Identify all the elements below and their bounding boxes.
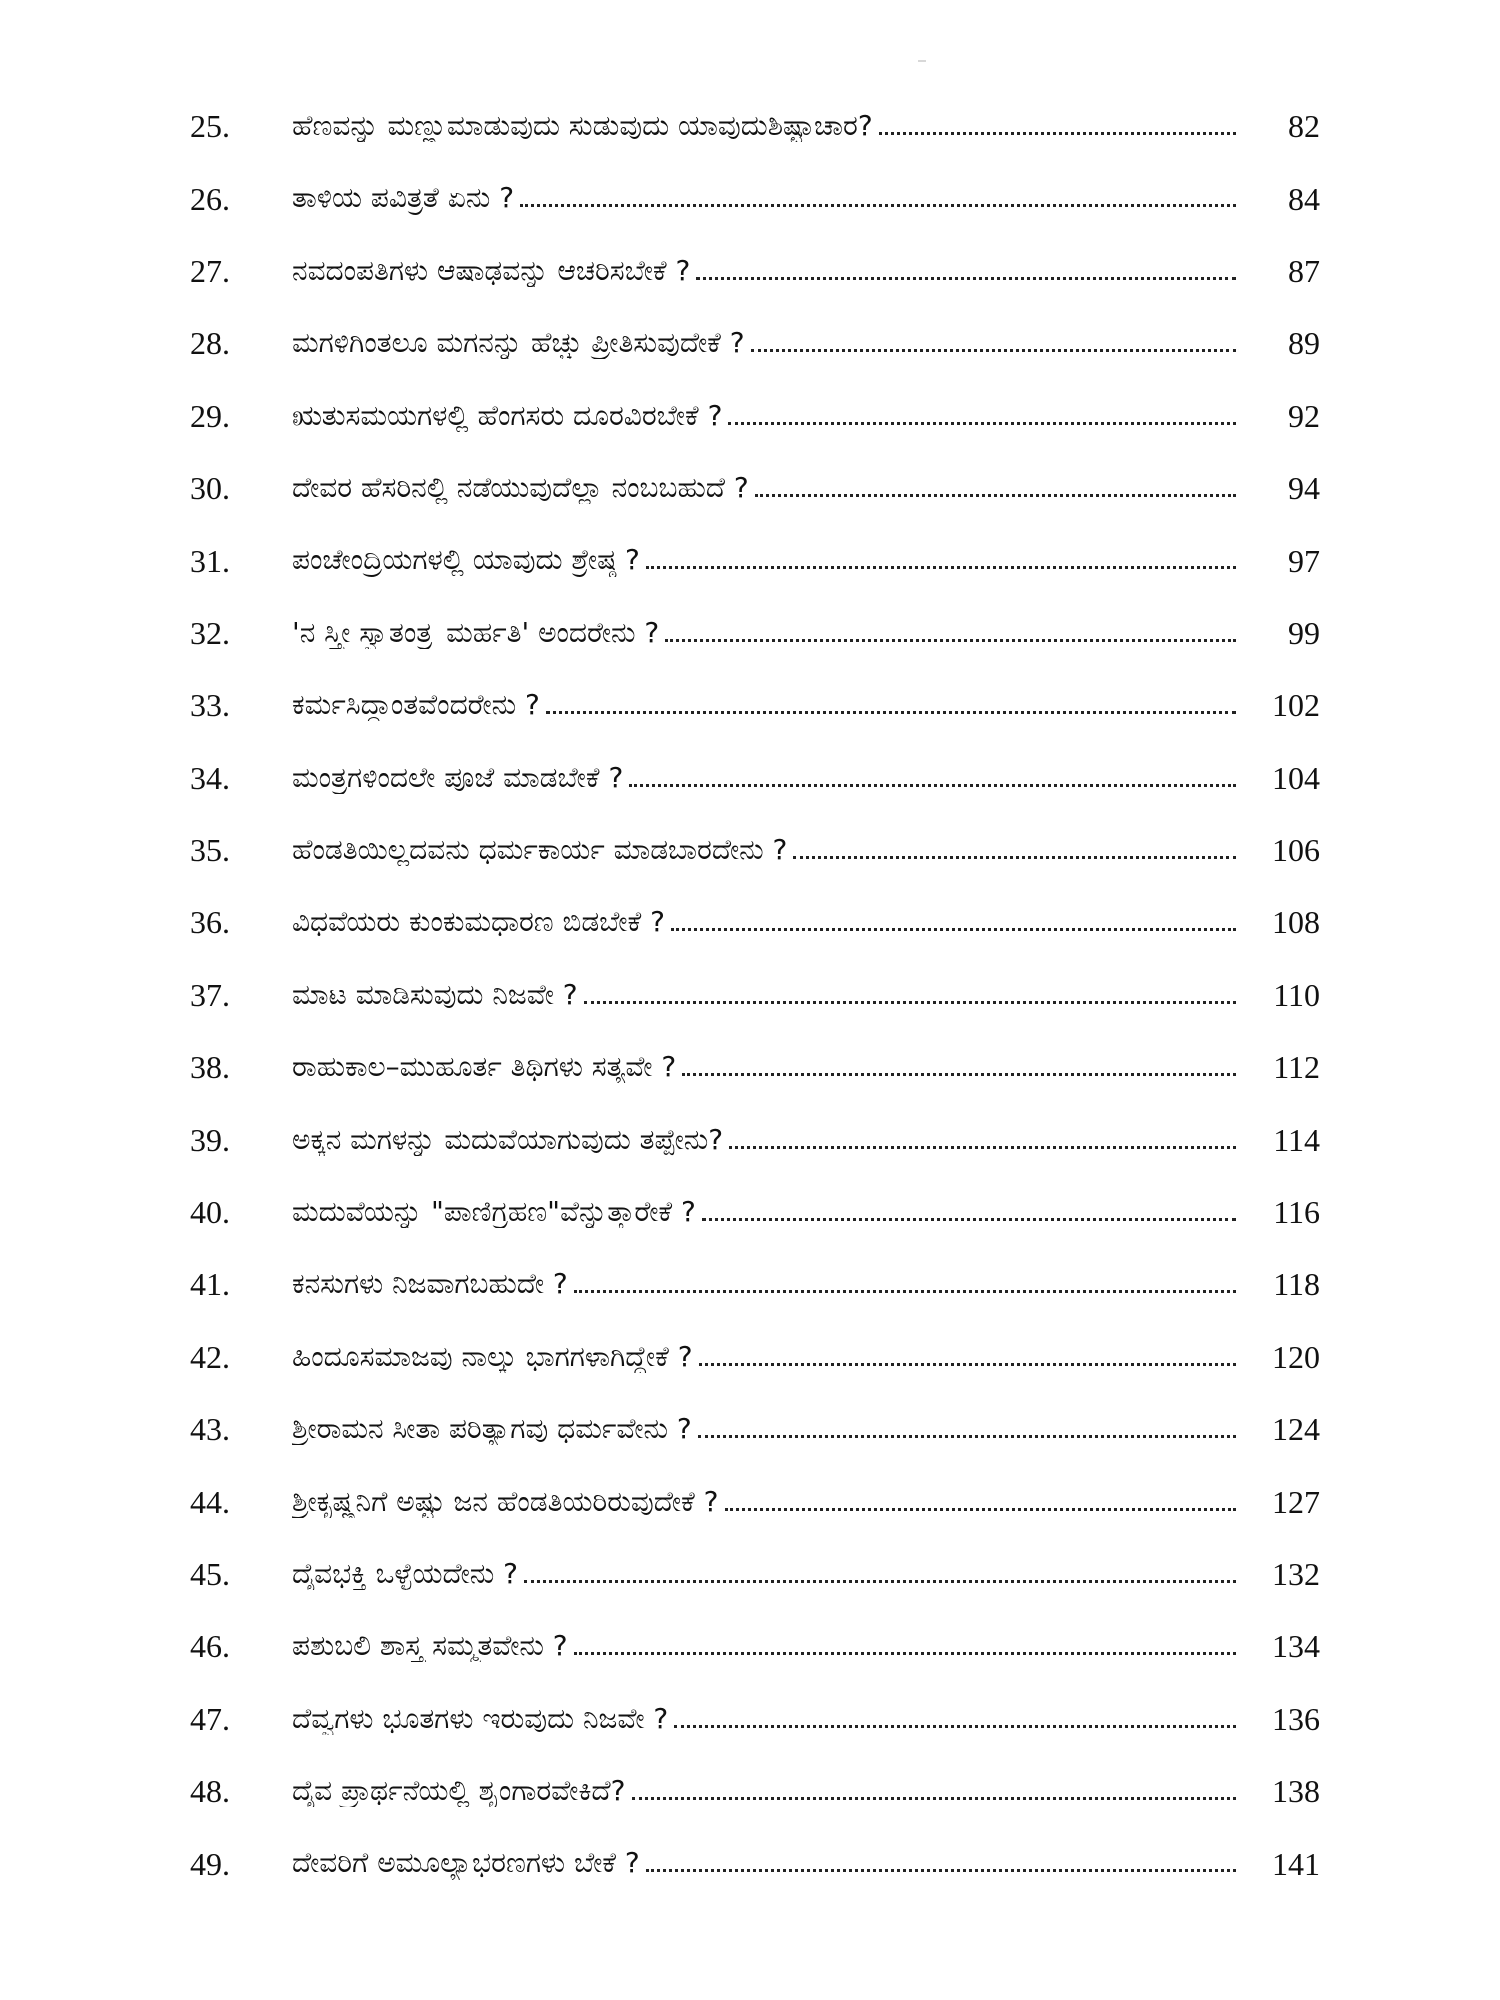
dot-leader bbox=[729, 1145, 1236, 1149]
toc-entry-main bbox=[292, 470, 1320, 507]
toc-entry bbox=[0, 1031, 1500, 1103]
toc-entry bbox=[0, 1538, 1500, 1610]
toc-entry-page: 97 bbox=[1288, 542, 1320, 579]
toc-entry-number: 35. bbox=[190, 832, 230, 869]
table-of-contents bbox=[0, 90, 1500, 1900]
toc-entry-title: ಪಶುಬಲಿ ಶಾಸ್ತ್ರ ಸಮ್ಮತವೇನು ? bbox=[292, 1630, 568, 1663]
toc-entry-number: 41. bbox=[190, 1266, 230, 1303]
toc-entry-title: ಮಾಟ ಮಾಡಿಸುವುದು ನಿಜವೇ ? bbox=[292, 978, 578, 1011]
toc-entry bbox=[0, 597, 1500, 669]
toc-entry-number: 43. bbox=[190, 1411, 230, 1448]
toc-entry-number: 27. bbox=[190, 252, 230, 289]
toc-entry-title: ಶ್ರೀರಾಮನ ಸೀತಾ ಪರಿತ್ಯಾಗವು ಧರ್ಮವೇನು ? bbox=[292, 1413, 692, 1446]
toc-entry bbox=[0, 669, 1500, 741]
toc-entry-page: 124 bbox=[1272, 1411, 1320, 1448]
toc-entry-main bbox=[292, 1049, 1320, 1086]
toc-entry-title: ಅಕ್ಕನ ಮಗಳನ್ನು ಮದುವೆಯಾಗುವುದು ತಪ್ಪೇನು? bbox=[292, 1123, 724, 1156]
toc-entry-number: 45. bbox=[190, 1556, 230, 1592]
toc-entry-page: 116 bbox=[1273, 1194, 1320, 1231]
toc-entry-page: 127 bbox=[1272, 1483, 1320, 1520]
dot-leader bbox=[702, 1217, 1236, 1221]
toc-entry-page: 92 bbox=[1288, 397, 1320, 434]
toc-entry-page: 108 bbox=[1272, 904, 1320, 941]
toc-entry-page: 106 bbox=[1272, 832, 1320, 869]
toc-entry-main bbox=[292, 904, 1320, 941]
toc-entry-number: 37. bbox=[190, 976, 230, 1013]
toc-entry bbox=[0, 1827, 1500, 1899]
toc-entry-main bbox=[292, 1338, 1320, 1375]
toc-entry-number: 48. bbox=[190, 1773, 230, 1810]
toc-entry-main bbox=[292, 1558, 1320, 1590]
toc-entry-title: ಹಿಂದೂಸಮಾಜವು ನಾಲ್ಕು ಭಾಗಗಳಾಗಿದ್ದೇಕೆ ? bbox=[292, 1340, 693, 1373]
toc-entry-title: ಹೆಣವನ್ನು ಮಣ್ಣುಮಾಡುವುದು ಸುಡುವುದು ಯಾವುದುಶಿಷ್ಟಾಚಾರ? bbox=[292, 110, 873, 143]
dot-leader bbox=[793, 855, 1236, 859]
toc-entry-number: 40. bbox=[190, 1194, 230, 1231]
dot-leader bbox=[646, 1868, 1236, 1872]
toc-entry-page: 136 bbox=[1272, 1700, 1320, 1737]
toc-entry bbox=[0, 380, 1500, 452]
toc-entry-main bbox=[292, 1483, 1320, 1520]
dot-leader bbox=[751, 348, 1236, 352]
toc-entry-page: 94 bbox=[1288, 470, 1320, 507]
toc-entry bbox=[0, 886, 1500, 958]
toc-entry bbox=[0, 1610, 1500, 1682]
toc-entry-page: 89 bbox=[1288, 325, 1320, 362]
dot-leader bbox=[646, 565, 1236, 569]
toc-entry-title: ರಾಹುಕಾಲ–ಮುಹೂರ್ತ ತಿಥಿಗಳು ಸತ್ಯವೇ ? bbox=[292, 1051, 677, 1084]
toc-entry-number: 46. bbox=[190, 1628, 230, 1665]
toc-entry-main bbox=[292, 1773, 1320, 1810]
dot-leader bbox=[698, 1434, 1236, 1438]
toc-entry bbox=[0, 742, 1500, 814]
toc-entry bbox=[0, 307, 1500, 379]
dot-leader bbox=[524, 1579, 1236, 1583]
toc-entry-title: ದೈವ ಪ್ರಾರ್ಥನೆಯಲ್ಲಿ ಶೃಂಗಾರವೇಕಿದೆ? bbox=[292, 1775, 626, 1808]
toc-entry-title: ನವದಂಪತಿಗಳು ಆಷಾಢವನ್ನು ಆಚರಿಸಬೇಕೆ ? bbox=[292, 254, 691, 287]
toc-entry bbox=[0, 1755, 1500, 1827]
toc-entry bbox=[0, 1103, 1500, 1175]
toc-entry-main bbox=[292, 1121, 1320, 1158]
toc-entry-page: 102 bbox=[1272, 687, 1320, 724]
toc-entry-title: ದೈವಭಕ್ತಿ ಒಳ್ಳೆಯದೇನು ? bbox=[292, 1557, 519, 1590]
toc-entry-main bbox=[292, 325, 1320, 362]
dot-leader bbox=[574, 1651, 1236, 1655]
toc-entry-number: 32. bbox=[190, 614, 230, 651]
toc-entry-main bbox=[292, 1628, 1320, 1665]
toc-entry-main bbox=[292, 180, 1320, 217]
toc-entry-main bbox=[292, 687, 1320, 724]
dot-leader bbox=[728, 421, 1236, 425]
toc-entry-page: 110 bbox=[1273, 976, 1320, 1013]
toc-entry-number: 42. bbox=[190, 1338, 230, 1375]
toc-entry-number: 44. bbox=[190, 1483, 230, 1520]
toc-entry-page: 132 bbox=[1272, 1556, 1320, 1592]
toc-entry-title: ತಾಳಿಯ ಪವಿತ್ರತೆ ಏನು ? bbox=[292, 182, 515, 215]
toc-entry bbox=[0, 1465, 1500, 1537]
toc-entry-page: 112 bbox=[1273, 1049, 1320, 1086]
toc-entry-page: 138 bbox=[1272, 1773, 1320, 1810]
toc-entry-number: 38. bbox=[190, 1049, 230, 1086]
toc-entry-main bbox=[292, 397, 1320, 434]
toc-entry bbox=[0, 1393, 1500, 1465]
toc-entry-title: ದೇವರ ಹೆಸರಿನಲ್ಲಿ ನಡೆಯುವುದೆಲ್ಲಾ ನಂಬಬಹುದೆ ? bbox=[292, 472, 749, 505]
toc-entry-page: 82 bbox=[1288, 108, 1320, 145]
toc-entry-number: 31. bbox=[190, 542, 230, 579]
dot-leader bbox=[879, 131, 1236, 135]
dot-leader bbox=[574, 1289, 1236, 1293]
toc-entry-page: 114 bbox=[1273, 1121, 1320, 1158]
toc-entry-number: 36. bbox=[190, 904, 230, 941]
toc-entry-number: 39. bbox=[190, 1121, 230, 1158]
toc-entry-title: ಕನಸುಗಳು ನಿಜವಾಗಬಹುದೇ ? bbox=[292, 1268, 568, 1301]
dot-leader bbox=[674, 1724, 1236, 1728]
toc-entry-title: 'ನ ಸ್ತ್ರೀ ಸ್ವಾತಂತ್ರ್ಯ ಮರ್ಹತಿ' ಅಂದರೇನು ? bbox=[292, 616, 660, 649]
toc-entry-main bbox=[292, 759, 1320, 796]
toc-entry-page: 118 bbox=[1273, 1266, 1320, 1303]
toc-entry-main bbox=[292, 1266, 1320, 1303]
toc-entry-main bbox=[292, 1411, 1320, 1448]
toc-entry bbox=[0, 1683, 1500, 1755]
toc-entry-number: 30. bbox=[190, 470, 230, 507]
toc-entry-title: ಋತುಸಮಯಗಳಲ್ಲಿ ಹೆಂಗಸರು ದೂರವಿರಬೇಕೆ ? bbox=[292, 399, 723, 432]
toc-entry-number: 25. bbox=[190, 108, 230, 145]
toc-entry-number: 26. bbox=[190, 180, 230, 217]
toc-entry-number: 47. bbox=[190, 1700, 230, 1737]
dot-leader bbox=[546, 710, 1236, 714]
toc-entry-title: ಮದುವೆಯನ್ನು "ಪಾಣಿಗ್ರಹಣ"ವೆನ್ನುತ್ತಾರೇಕೆ ? bbox=[292, 1195, 696, 1228]
toc-entry-title: ದೇವರಿಗೆ ಅಮೂಲ್ಯಾಭರಣಗಳು ಬೇಕೆ ? bbox=[292, 1847, 640, 1880]
toc-entry-page: 84 bbox=[1288, 180, 1320, 217]
toc-entry-title: ವಿಧವೆಯರು ಕುಂಕುಮಧಾರಣ ಬಿಡಬೇಕೆ ? bbox=[292, 906, 665, 939]
dot-leader bbox=[665, 638, 1236, 642]
toc-entry-number: 49. bbox=[190, 1845, 230, 1882]
toc-entry-main bbox=[292, 832, 1320, 869]
toc-entry-page: 87 bbox=[1288, 252, 1320, 289]
toc-entry bbox=[0, 1321, 1500, 1393]
dot-leader bbox=[520, 203, 1236, 207]
toc-entry bbox=[0, 90, 1500, 162]
toc-entry bbox=[0, 1176, 1500, 1248]
toc-entry-main bbox=[292, 252, 1320, 289]
toc-entry bbox=[0, 1248, 1500, 1320]
dot-leader bbox=[696, 276, 1236, 280]
toc-entry-title: ಮಗಳಿಗಿಂತಲೂ ಮಗನನ್ನು ಹೆಚ್ಚು ಪ್ರೀತಿಸುವುದೇಕೆ ? bbox=[292, 327, 745, 360]
toc-entry-main bbox=[292, 108, 1320, 145]
toc-entry-main bbox=[292, 1700, 1320, 1737]
toc-entry-main bbox=[292, 614, 1320, 651]
toc-entry-title: ಪಂಚೇಂದ್ರಿಯಗಳಲ್ಲಿ ಯಾವುದು ಶ್ರೇಷ್ಠ ? bbox=[292, 544, 640, 577]
dot-leader bbox=[682, 1072, 1236, 1076]
dot-leader bbox=[755, 493, 1236, 497]
toc-entry-title: ಕರ್ಮಸಿದ್ಧಾಂತವೆಂದರೇನು ? bbox=[292, 689, 540, 722]
scan-mark bbox=[918, 60, 926, 62]
toc-entry-title: ಮಂತ್ರಗಳಿಂದಲೇ ಪೂಜೆ ಮಾಡಬೇಕೆ ? bbox=[292, 761, 624, 794]
dot-leader bbox=[629, 783, 1236, 787]
toc-entry-number: 34. bbox=[190, 759, 230, 796]
toc-entry-main bbox=[292, 976, 1320, 1013]
toc-entry bbox=[0, 814, 1500, 886]
toc-entry-title: ಹೆಂಡತಿಯಿಲ್ಲದವನು ಧರ್ಮಕಾರ್ಯ ಮಾಡಬಾರದೇನು ? bbox=[292, 834, 788, 866]
dot-leader bbox=[699, 1362, 1236, 1366]
toc-entry-title: ದೆವ್ವಗಳು ಭೂತಗಳು ಇರುವುದು ನಿಜವೇ ? bbox=[292, 1702, 669, 1735]
toc-entry-title: ಶ್ರೀಕೃಷ್ಣನಿಗೆ ಅಷ್ಟು ಜನ ಹೆಂಡತಿಯರಿರುವುದೇಕೆ ? bbox=[292, 1485, 719, 1518]
toc-entry bbox=[0, 162, 1500, 234]
toc-entry-page: 104 bbox=[1272, 759, 1320, 796]
toc-entry bbox=[0, 452, 1500, 524]
toc-entry-main bbox=[292, 1845, 1320, 1882]
toc-entry-main bbox=[292, 1194, 1320, 1231]
toc-entry-main bbox=[292, 542, 1320, 579]
dot-leader bbox=[584, 1000, 1236, 1004]
toc-entry-number: 33. bbox=[190, 687, 230, 724]
toc-entry-page: 134 bbox=[1272, 1628, 1320, 1665]
dot-leader bbox=[632, 1796, 1237, 1800]
dot-leader bbox=[671, 927, 1236, 931]
toc-entry bbox=[0, 959, 1500, 1031]
toc-entry-page: 99 bbox=[1288, 614, 1320, 651]
dot-leader bbox=[725, 1507, 1236, 1511]
toc-entry bbox=[0, 235, 1500, 307]
toc-entry bbox=[0, 524, 1500, 596]
toc-entry-page: 141 bbox=[1272, 1845, 1320, 1882]
toc-entry-number: 28. bbox=[190, 325, 230, 362]
toc-entry-number: 29. bbox=[190, 397, 230, 434]
toc-entry-page: 120 bbox=[1272, 1338, 1320, 1375]
